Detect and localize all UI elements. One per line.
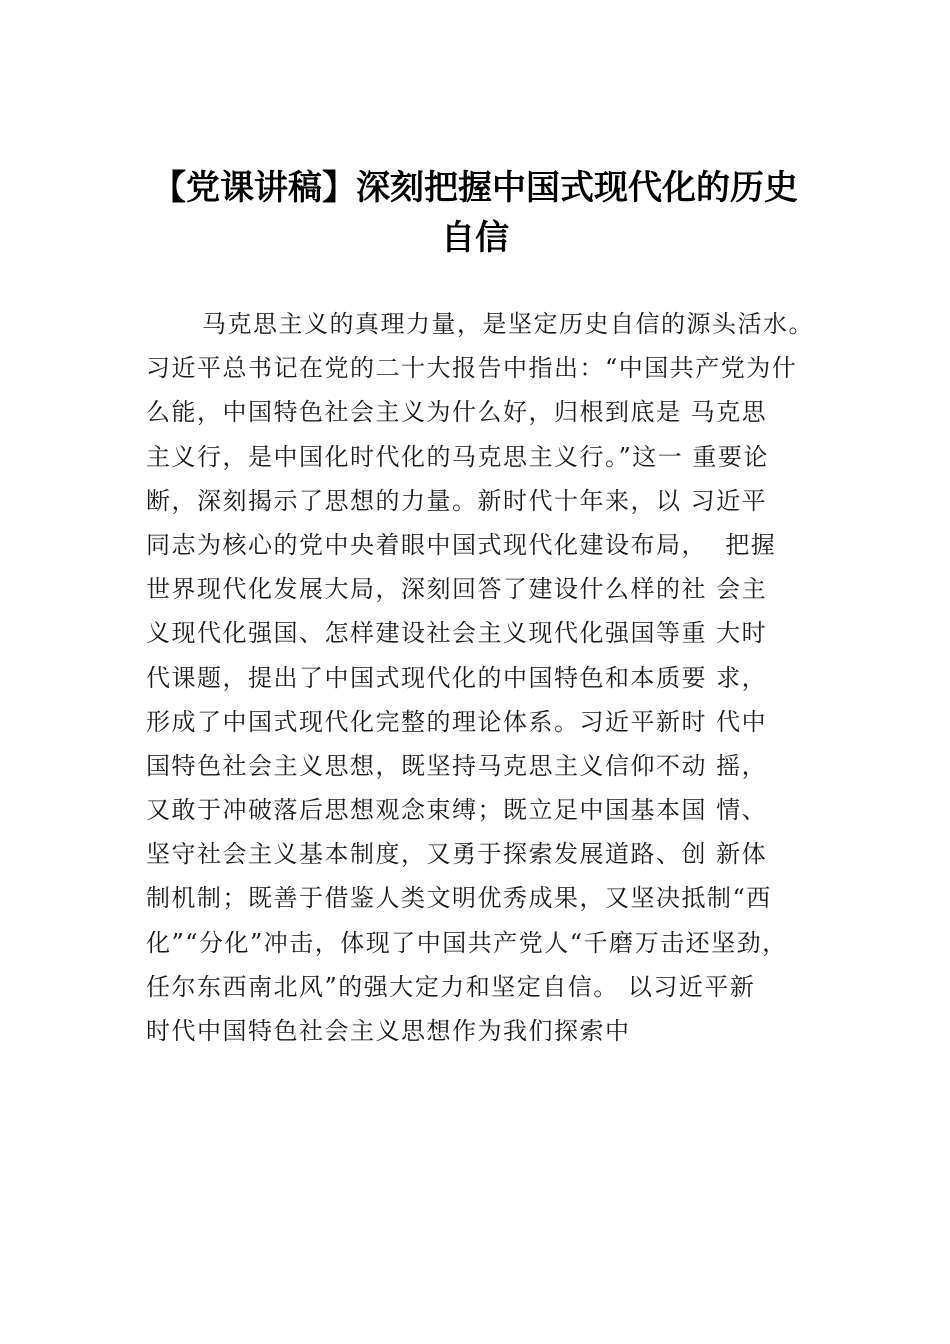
body-line: 么能，中国特色社会主义为什么好，归根到底是 马克思 [146, 398, 768, 427]
body-line: 国特色社会主义思想，既坚持马克思主义信仰不动 摇， [146, 751, 768, 780]
body-line: 任尔东西南北风”的强大定力和坚定自信。 以习近平新 [146, 972, 756, 1001]
body-line: 同志为核心的党中央着眼中国式现代化建设布局， 把握 [146, 530, 777, 559]
body-line: 制机制；既善于借鉴人类文明优秀成果，又坚决抵制“西 [146, 884, 772, 913]
body-line: 断，深刻揭示了思想的力量。新时代十年来，以 习近平 [146, 486, 768, 515]
body-line: 又敢于冲破落后思想观念束缚；既立足中国基本国 情、 [146, 796, 768, 825]
body-line: 坚守社会主义基本制度，又勇于探索发展道路、创 新体 [146, 840, 768, 869]
body-line: 代课题，提出了中国式现代化的中国特色和本质要 求， [146, 663, 768, 692]
body-line: 化”“分化”冲击，体现了中国共产党人“千磨万击还坚劲， [146, 928, 788, 957]
body-line: 形成了中国式现代化完整的理论体系。习近平新时 代中 [146, 707, 768, 736]
body-line: 主义行，是中国化时代化的马克思主义行。”这一 重要论 [146, 442, 769, 471]
body-line: 马克思主义的真理力量，是坚定历史自信的源头活水。 [202, 310, 814, 338]
document-body [146, 302, 866, 1053]
title-line-2: 自信 [441, 218, 509, 258]
document-title [100, 163, 850, 263]
body-line: 世界现代化发展大局，深刻回答了建设什么样的社 会主 [146, 575, 768, 604]
title-line-1: 【党课讲稿】深刻把握中国式现代化的历史 [152, 168, 798, 208]
body-line: 时代中国特色社会主义思想作为我们探索中 [146, 1017, 631, 1045]
body-line: 义现代化强国、怎样建设社会主义现代化强国等重 大时 [146, 619, 768, 648]
body-line: 习近平总书记在党的二十大报告中指出：“中国共产党为什 [146, 354, 798, 383]
